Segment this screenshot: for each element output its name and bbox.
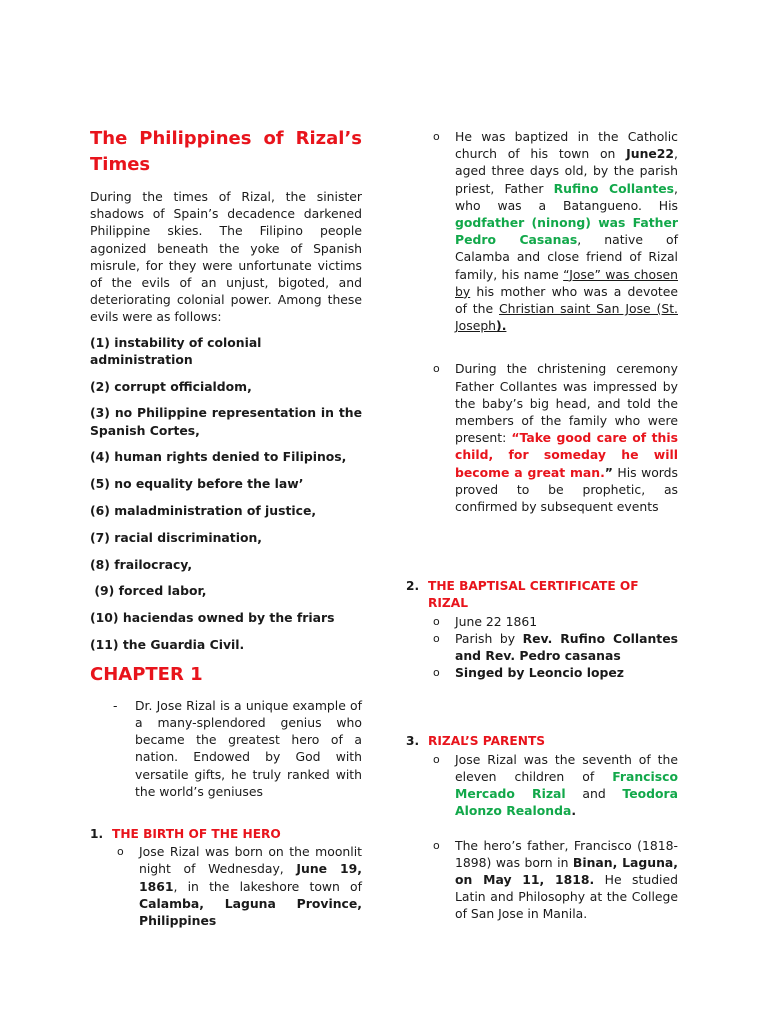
baptism-text: , aged three days old, by the parish priest, Father	[455, 146, 678, 196]
section-number: 1.	[90, 827, 104, 842]
christening-bullet	[406, 360, 678, 515]
page-title	[90, 126, 362, 178]
section-title: THE BIRTH OF THE HERO	[112, 827, 281, 842]
baptism-text: his mother who was a devotee of the	[455, 283, 678, 317]
bullet-marker: o	[433, 130, 440, 143]
evil-item-7: (7) racial discrimination,	[90, 529, 262, 545]
certificate-text: Parish by	[455, 630, 523, 646]
mother-name: Teodora Alonzo Realonda	[455, 786, 678, 819]
section-title: RIZAL’S PARENTS	[428, 734, 546, 749]
chapter-intro-item	[90, 697, 362, 800]
birth-text: , in the lakeshore town of	[173, 878, 362, 894]
bullet-marker: o	[433, 666, 440, 680]
section-heading-certificate	[406, 578, 678, 612]
certificate-item	[406, 613, 678, 630]
baptism-text: , who was a Batangueno. His	[455, 180, 678, 213]
bullet-marker: o	[433, 631, 440, 645]
certificate-item	[406, 664, 678, 681]
section-title: THE BAPTISAL CERTIFICATE OF RIZAL	[428, 579, 639, 611]
birth-bullet	[90, 843, 362, 929]
section-number: 2.	[406, 579, 420, 594]
right-column	[406, 128, 678, 923]
bullet-marker: o	[433, 614, 440, 628]
section-heading-parents	[406, 733, 678, 750]
baptism-bullet	[406, 128, 678, 334]
evil-item-2: (2) corrupt officialdom,	[90, 378, 252, 394]
christening-quote: “Take good care of this child, for someday he will become a great man.	[455, 430, 678, 480]
section-heading-birth	[90, 826, 362, 843]
title-line-2: Times	[90, 154, 151, 175]
chapter-heading: CHAPTER 1	[90, 663, 203, 685]
birth-place: Calamba, Laguna Province, Philippines	[139, 895, 362, 929]
intro-paragraph: During the times of Rizal, the sinister shadows of Spain’s decadence darkened Philippine skies. The Filipino people agonized beneath the yoke of Spanish misrule, for they were unfortunate victims of the evils of an unjust, bigoted, and deteriorating colonial power. Among these evils were as follows:	[90, 189, 362, 325]
father-name: Francisco Mercado Rizal	[455, 768, 678, 802]
father-birth: Binan, Laguna, on May 11, 1818.	[455, 854, 678, 887]
certificate-date: June 22 1861	[455, 613, 538, 629]
evil-item-1: (1) instability of colonial administration	[90, 334, 262, 367]
chapter-intro-text: Dr. Jose Rizal is a unique example of a many-splendored genius who became the greatest hero of a nation. Endowed by God with versatile gifts, he truly ranked with the world’s geniuses	[135, 697, 362, 799]
dash-marker: -	[113, 697, 118, 713]
evil-item-3: (3) no Philippine representation in the Spanish Cortes,	[90, 405, 362, 438]
left-column	[90, 126, 362, 929]
evil-item-5: (5) no equality before the law’	[90, 476, 304, 492]
saint-close: ).	[496, 318, 507, 334]
baptism-date: June22	[626, 146, 675, 162]
birth-date: June 19, 1861	[139, 861, 363, 894]
quote-close: ”	[604, 464, 613, 480]
evil-item-9: (9) forced labor,	[90, 583, 207, 599]
priest-name: Rufino Collantes	[553, 180, 675, 196]
father-text: The hero’s father, Francisco (1818-1898) was born in	[455, 837, 678, 870]
bullet-marker: o	[433, 752, 440, 766]
parents-period: .	[571, 803, 577, 819]
bullet-marker: o	[117, 845, 124, 859]
godfather-name: godfather (ninong) was Father Pedro Casanas	[455, 215, 678, 248]
certificate-signer: Singed by Leoncio lopez	[455, 665, 625, 681]
evils-list	[90, 334, 362, 654]
evil-item-8: (8) frailocracy,	[90, 556, 193, 572]
saint-underlined: Christian saint San Jose (St. Joseph	[455, 301, 678, 334]
bullet-marker: o	[433, 362, 440, 376]
birth-text: Jose Rizal was born on the moonlit night of Wednesday,	[139, 844, 362, 877]
section-number: 3.	[406, 734, 420, 749]
parents-text: Jose Rizal was the seventh of the eleven children of	[455, 751, 678, 784]
certificate-priests: Rev. Rufino Collantes and Rev. Pedro casanas	[455, 630, 678, 664]
father-text: He studied Latin and Philosophy at the College of San Jose in Manila.	[455, 871, 678, 922]
name-chosen-underlined: “Jose” was chosen by	[455, 266, 679, 299]
christening-text: His words proved to be prophetic, as confirmed by subsequent events	[455, 464, 678, 515]
evil-item-10: (10) haciendas owned by the friars	[90, 610, 335, 626]
evil-item-11: (11) the Guardia Civil.	[90, 637, 245, 652]
bullet-marker: o	[433, 838, 440, 852]
evil-item-4: (4) human rights denied to Filipinos,	[90, 449, 347, 465]
parents-bullet	[406, 751, 678, 820]
parents-text: and	[565, 786, 623, 802]
father-bullet	[406, 837, 678, 923]
baptism-text: He was baptized in the Catholic church of his town on	[455, 129, 678, 162]
title-line-1: The Philippines of Rizal’s	[90, 128, 362, 149]
certificate-item	[406, 630, 678, 664]
baptism-text: , native of Calamba and close friend of Rizal family, his name	[455, 232, 678, 282]
evil-item-6: (6) maladministration of justice,	[90, 503, 317, 519]
christening-text: During the christening ceremony Father Collantes was impressed by the baby’s big head, and told the members of the family who were present:	[455, 361, 678, 446]
